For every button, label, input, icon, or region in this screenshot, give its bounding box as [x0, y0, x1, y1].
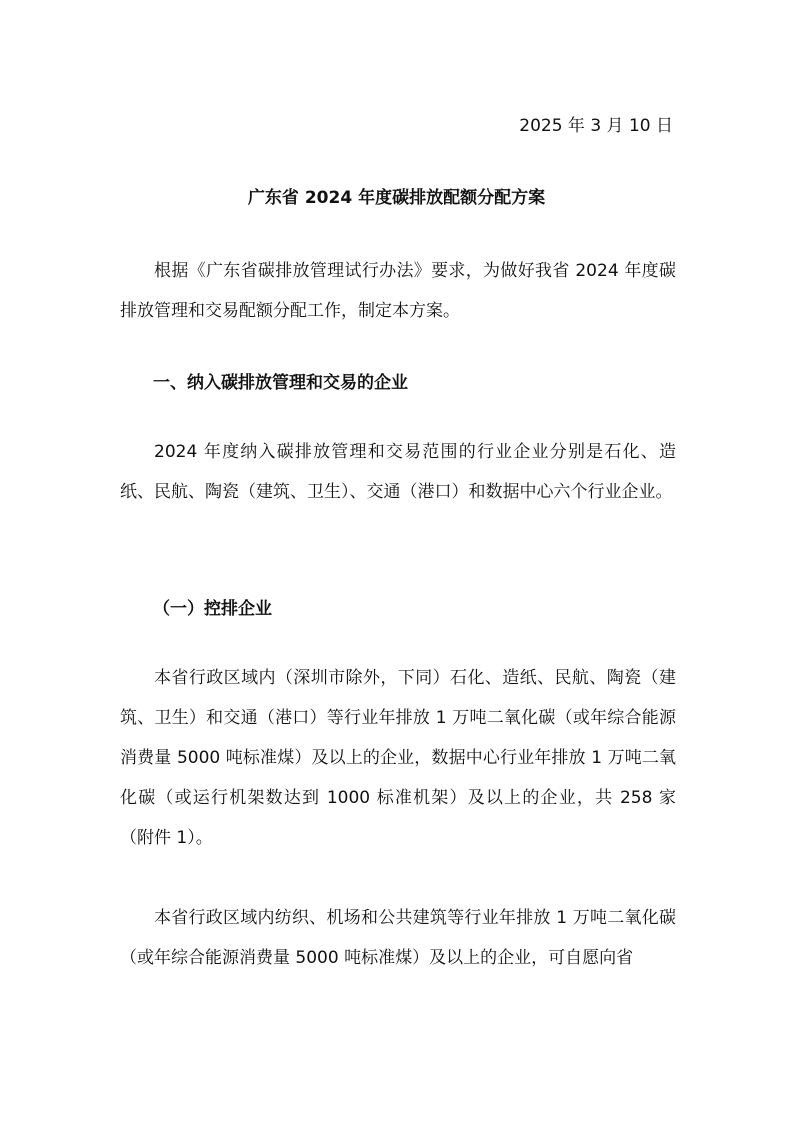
section-1-body: 2024 年度纳入碳排放管理和交易范围的行业企业分别是石化、造纸、民航、陶瓷（建筑、卫生）、交通（港口）和数据中心六个行业企业。 — [120, 442, 676, 502]
subsection-1-heading: （一）控排企业 — [153, 599, 272, 619]
section-1-heading: 一、纳入碳排放管理和交易的企业 — [153, 373, 408, 393]
intro-paragraph: 根据《广东省碳排放管理试行办法》要求，为做好我省 2024 年度碳排放管理和交易配额分配工作，制定本方案。 — [120, 261, 676, 321]
subsection-1-paragraph-1: 本省行政区域内（深圳市除外，下同）石化、造纸、民航、陶瓷（建筑、卫生）和交通（港口）等行业年排放 1 万吨二氧化碳（或年综合能源消费量 5000 吨标准煤）及以上的企业，数据中心行业年排放 1 万吨二氧化碳（或运行机架数达到 1000 标准机架）及以上的企业，共 258 家（附件 1）。 — [120, 668, 676, 848]
subsection-1-paragraph-2: 本省行政区域内纺织、机场和公共建筑等行业年排放 1 万吨二氧化碳（或年综合能源消费量 5000 吨标准煤）及以上的企业，可自愿向省 — [120, 908, 676, 968]
document-title: 广东省 2024 年度碳排放配额分配方案 — [247, 188, 546, 208]
document-date: 2025 年 3 月 10 日 — [519, 116, 673, 136]
